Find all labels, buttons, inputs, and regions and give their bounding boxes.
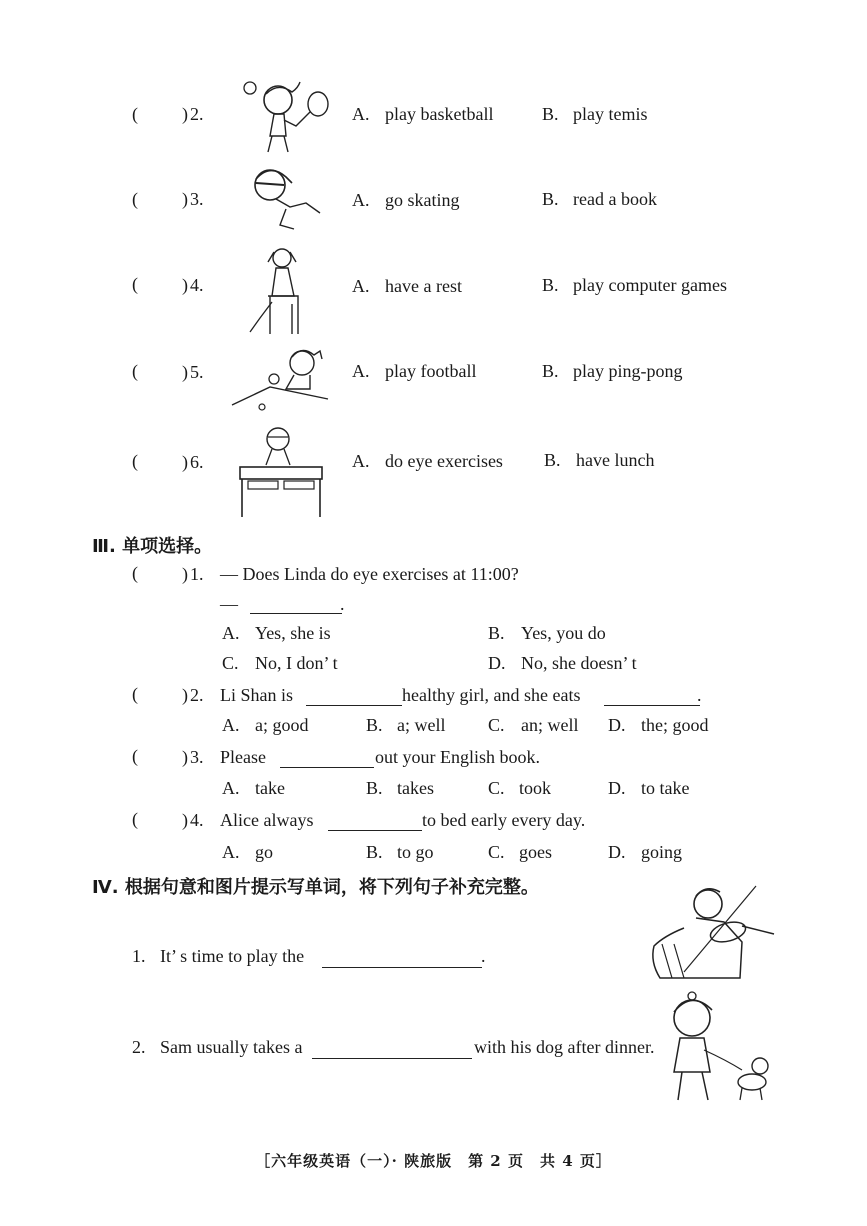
answer-blank[interactable] <box>306 687 402 706</box>
question-text-middle: healthy girl, and she eats <box>402 685 581 705</box>
option-b-text: Yes, you do <box>521 623 606 643</box>
option-a-text: Yes, she is <box>255 623 331 643</box>
option-c-label: C. <box>488 715 505 735</box>
option-d-label: D. <box>608 778 626 798</box>
option-b-text: to go <box>397 842 434 862</box>
question-text-start: Alice always <box>220 810 314 830</box>
answer-paren-close: ) <box>182 564 188 584</box>
sentence-number: 2. <box>132 1037 146 1057</box>
option-d-text: No, she doesn’ t <box>521 653 637 673</box>
answer-paren-close: ) <box>182 452 188 472</box>
girl-ping-pong-icon <box>230 343 334 413</box>
option-a-label: A. <box>352 361 370 381</box>
question-text-end: to bed early every day. <box>422 810 586 830</box>
answer-paren-open: ( <box>132 361 138 381</box>
option-a-text: take <box>255 778 285 798</box>
answer-paren-close: ) <box>182 362 188 382</box>
answer-paren-open: ( <box>132 746 138 766</box>
option-c-text: an; well <box>521 715 579 735</box>
answer-paren-open: ( <box>132 274 138 294</box>
option-a-label: A. <box>222 778 240 798</box>
option-a-label: A. <box>352 190 370 210</box>
sentence-text-start: It’ s time to play the <box>160 946 305 966</box>
boy-walking-dog-icon <box>662 990 776 1108</box>
section-heading-4: Ⅳ. 根据句意和图片提示写单词，将下列句子补充完整。 <box>92 877 539 898</box>
question-number: 3. <box>190 189 204 209</box>
sentence-number: 1. <box>132 946 146 966</box>
answer-paren-open: ( <box>132 451 138 471</box>
option-b-text: play ping-pong <box>573 361 683 381</box>
option-c-text: No, I don’ t <box>255 653 338 673</box>
option-a-label: A. <box>352 104 370 124</box>
option-b-label: B. <box>366 715 383 735</box>
answer-blank[interactable] <box>312 1040 472 1059</box>
option-a-label: A. <box>352 276 370 296</box>
option-d-text: to take <box>641 778 690 798</box>
option-a-label: A. <box>222 842 240 862</box>
option-a-text: do eye exercises <box>385 451 503 471</box>
option-c-label: C. <box>222 653 239 673</box>
option-b-text: play temis <box>573 104 648 124</box>
option-b-text: takes <box>397 778 434 798</box>
option-a-text: a; good <box>255 715 309 735</box>
answer-blank[interactable] <box>322 949 482 968</box>
answer-dash: — <box>220 594 238 614</box>
sentence-text-start: Sam usually takes a <box>160 1037 303 1057</box>
page-footer: ［六年级英语（一）· 陕旅版 第 2 页 共 4 页］ <box>255 1152 612 1170</box>
answer-paren-close: ) <box>182 747 188 767</box>
answer-blank[interactable] <box>250 595 342 614</box>
answer-paren-close: ) <box>182 810 188 830</box>
answer-paren-open: ( <box>132 809 138 829</box>
question-number: 2. <box>190 104 204 124</box>
option-d-label: D. <box>608 842 626 862</box>
option-b-label: B. <box>366 778 383 798</box>
option-b-label: B. <box>542 104 559 124</box>
answer-paren-open: ( <box>132 563 138 583</box>
answer-period: . <box>340 594 345 614</box>
question-text-end: out your English book. <box>375 747 540 767</box>
answer-paren-close: ) <box>182 104 188 124</box>
option-b-label: B. <box>542 275 559 295</box>
option-b-label: B. <box>542 189 559 209</box>
question-number: 3. <box>190 747 204 767</box>
option-b-label: B. <box>542 361 559 381</box>
answer-blank[interactable] <box>604 687 700 706</box>
answer-blank[interactable] <box>328 812 422 831</box>
question-number: 4. <box>190 810 204 830</box>
question-text-start: Please <box>220 747 266 767</box>
boy-skating-icon <box>246 163 330 235</box>
option-d-label: D. <box>488 653 506 673</box>
option-a-label: A. <box>352 451 370 471</box>
girl-tennis-icon <box>238 78 338 156</box>
answer-paren-open: ( <box>132 189 138 209</box>
option-c-label: C. <box>488 778 505 798</box>
option-b-text: read a book <box>573 189 657 209</box>
boy-eye-exercise-icon <box>236 423 326 521</box>
question-text-start: Li Shan is <box>220 685 294 705</box>
question-number: 1. <box>190 564 204 584</box>
option-b-text: a; well <box>397 715 446 735</box>
answer-paren-close: ) <box>182 189 188 209</box>
question-number: 6. <box>190 452 204 472</box>
answer-blank[interactable] <box>280 749 374 768</box>
option-b-text: play computer games <box>573 275 727 295</box>
woman-resting-icon <box>246 244 312 338</box>
option-a-label: A. <box>222 715 240 735</box>
option-d-text: the; good <box>641 715 709 735</box>
option-a-text: play football <box>385 361 477 381</box>
question-number: 5. <box>190 362 204 382</box>
option-c-text: goes <box>519 842 552 862</box>
answer-paren-close: ) <box>182 685 188 705</box>
answer-paren-close: ) <box>182 275 188 295</box>
sentence-text-end: with his dog after dinner. <box>474 1037 655 1057</box>
option-d-label: D. <box>608 715 626 735</box>
answer-paren-open: ( <box>132 684 138 704</box>
option-b-label: B. <box>488 623 505 643</box>
option-c-text: took <box>519 778 552 798</box>
question-number: 4. <box>190 275 204 295</box>
answer-paren-open: ( <box>132 104 138 124</box>
option-a-text: go <box>255 842 273 862</box>
option-a-text: have a rest <box>385 276 462 296</box>
section-heading-3: Ⅲ. 单项选择。 <box>92 536 213 557</box>
option-d-text: going <box>641 842 683 862</box>
option-a-label: A. <box>222 623 240 643</box>
option-b-label: B. <box>544 450 561 470</box>
question-text: — Does Linda do eye exercises at 11:00? <box>220 564 519 584</box>
option-b-label: B. <box>366 842 383 862</box>
violin-player-icon <box>644 882 778 982</box>
option-b-text: have lunch <box>576 450 655 470</box>
question-text-end: . <box>697 685 702 705</box>
option-a-text: go skating <box>385 190 460 210</box>
sentence-text-end: . <box>481 946 486 966</box>
question-number: 2. <box>190 685 204 705</box>
option-a-text: play basketball <box>385 104 494 124</box>
option-c-label: C. <box>488 842 505 862</box>
